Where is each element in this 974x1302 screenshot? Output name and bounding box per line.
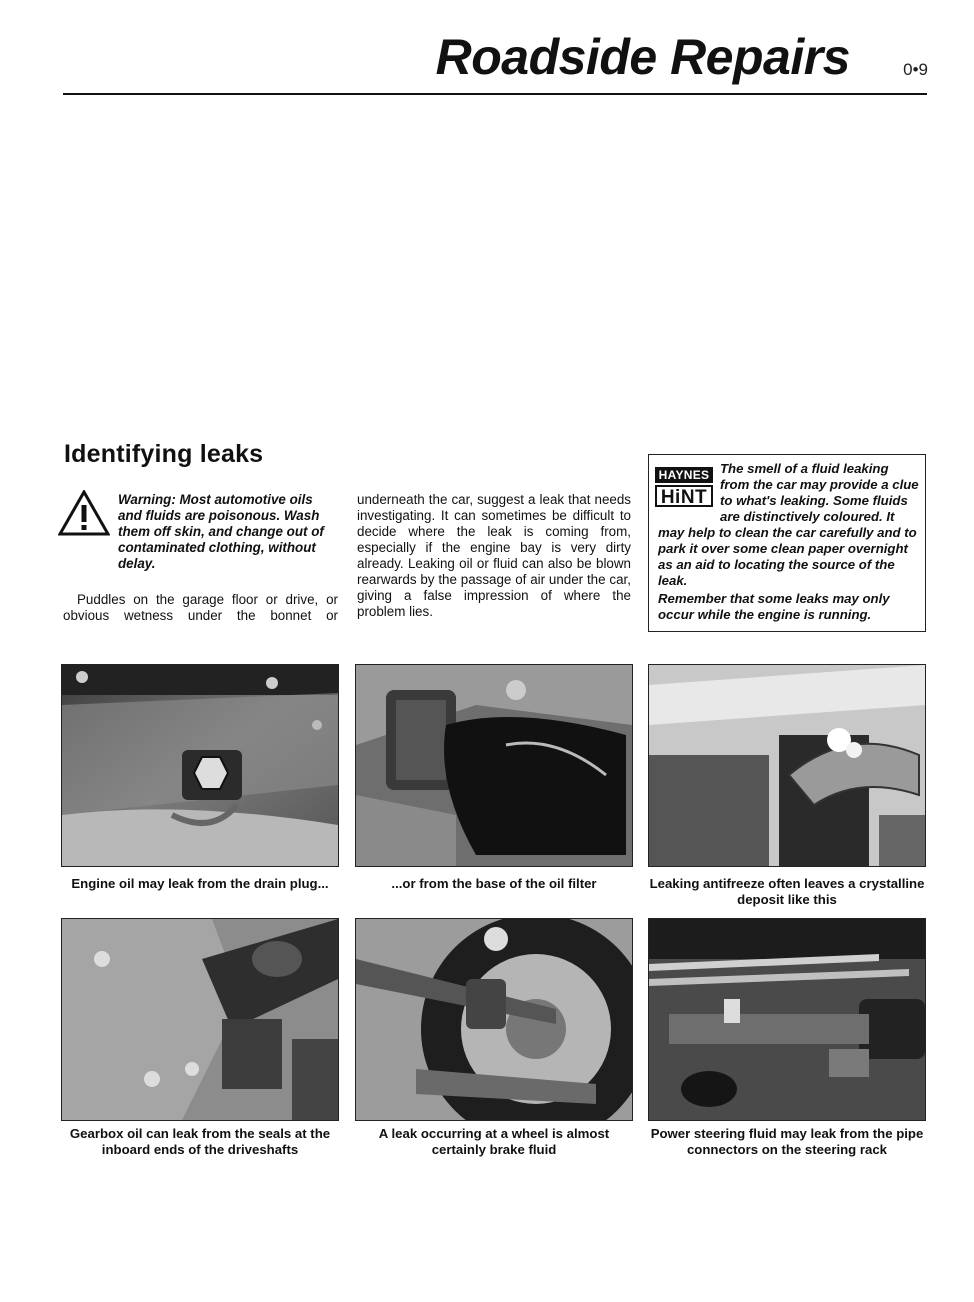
photo-antifreeze-deposit — [648, 664, 926, 867]
photo-oil-filter — [355, 664, 633, 867]
hint-logo-hint: HiNT — [655, 485, 713, 507]
body-paragraph-col1: Puddles on the garage floor or drive, or obvious wetness under the bonnet or — [63, 592, 338, 623]
hint-logo-haynes: HAYNES — [655, 467, 713, 483]
photo-caption: Power steering fluid may leak from the pipe connectors on the steering rack — [650, 1126, 924, 1157]
photo-oil-drain-plug — [61, 664, 339, 867]
photo-caption: ...or from the base of the oil filter — [391, 876, 597, 891]
hint-paragraph-1 — [658, 461, 920, 589]
section-heading: Identifying leaks — [64, 440, 264, 468]
page-title: Roadside Repairs — [435, 29, 850, 85]
hint-paragraph-2: Remember that some leaks may only occur while the engine is running. — [658, 591, 890, 622]
body-paragraph-col2: underneath the car, suggest a leak that needs investigating. It can sometimes be difficult to decide where the leak is coming from, especially if the engine bay is very dirty already. Leaking oil or fluid can also be blown rearwards by the passage of air under the car, giving a false impression of where the problem lies. — [357, 492, 631, 619]
photo-caption: Leaking antifreeze often leaves a crystalline deposit like this — [649, 876, 925, 907]
warning-triangle-icon — [58, 490, 110, 536]
photo-caption: Gearbox oil can leak from the seals at the inboard ends of the driveshafts — [69, 1126, 331, 1157]
photo-gearbox-driveshaft — [61, 918, 339, 1121]
warning-text: Warning: Most automotive oils and fluids are poisonous. Wash them off skin, and change out of contaminated clothing, without delay. — [118, 492, 324, 571]
photo-caption: Engine oil may leak from the drain plug... — [71, 876, 329, 891]
photo-caption: A leak occurring at a wheel is almost certainly brake fluid — [378, 1126, 610, 1157]
hint-paragraph-1-text: The smell of a fluid leaking from the car may provide a clue to what's leaking. Some fluids are distinctively coloured. It may help to clean the car carefully and to park it over some clean paper overnight as an aid to locating the source of the leak. — [658, 461, 919, 588]
page-number: 0•9 — [903, 60, 928, 79]
haynes-hint-box — [648, 454, 926, 632]
header-rule — [63, 93, 927, 95]
photo-wheel-brake — [355, 918, 633, 1121]
photo-power-steering — [648, 918, 926, 1121]
